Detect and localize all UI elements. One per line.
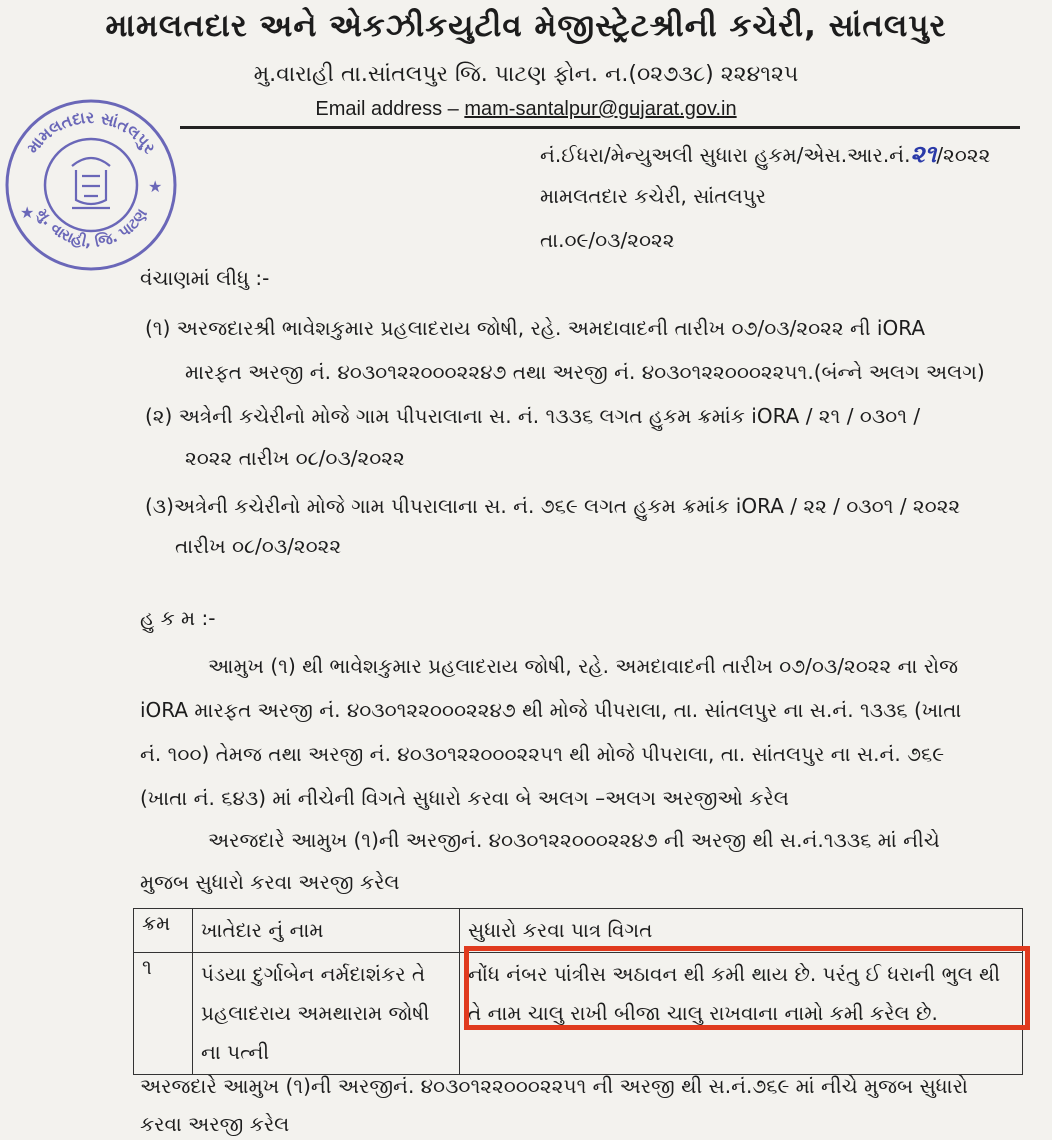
table-cell-no: ૧ (134, 953, 193, 1075)
highlight-box (464, 946, 1030, 1030)
table-cell-name: પંડયા દુર્ગાબેન નર્મદાશંકર તે પ્રહલાદરાય અમથારામ જોષી ના પત્ની (193, 953, 460, 1075)
table-header-detail: સુધારો કરવા પાત્ર વિગત (460, 909, 1023, 953)
order-heading: હુ ક મ :- (140, 606, 216, 630)
table-cell-detail: નોંધ નંબર પાંત્રીસ અઠાવન થી કમી થાય છે. પરંતુ ઈ ધરાની ભુલ થી તે નામ ચાલુ રાખી બીજા ચાલુ રાખવાના નામો કમી કરેલ છે. (460, 953, 1023, 1075)
order-para3-line1: અરજદારે આમુખ (૧)ની અરજીનં. ૪૦૩૦૧૨૨૦૦૦૨૨૫૧ ની અરજી થી સ.નં.૭૬૯ માં નીચે મુજબ સુધારો (140, 1074, 968, 1098)
read-heading: વંચાણમાં લીધુ :- (140, 266, 270, 290)
table-header-name: ખાતેદાર નું નામ (193, 909, 460, 953)
reference-number (540, 140, 990, 168)
svg-text:★: ★ (20, 203, 35, 222)
header-divider (180, 126, 1020, 129)
reference-office: મામલતદાર કચેરી, સાંતલપુર (540, 184, 766, 208)
order-para3-line2: કરવા અરજી કરેલ (140, 1112, 290, 1136)
order-para1-line4: (ખાતા નં. ૬૪૩) માં નીચેની વિગતે સુધારો કરવા બે અલગ –અલગ અરજીઓ કરેલ (140, 786, 789, 810)
order-para1-line2: iORA મારફત અરજી નં. ૪૦૩૦૧૨૨૦૦૦૨૨૪૭ થી મોજે પીપરાલા, તા. સાંતલપુર ના સ.નં. ૧૩૩૬ (ખાતા (140, 698, 962, 722)
stamp-text-bottom: મુ. વારાહી, જિ. પાટણ (33, 205, 151, 251)
order-para2-line1: અરજદારે આમુખ (૧)ની અરજીનં. ૪૦૩૦૧૨૨૦૦૦૨૨૪૭ ની અરજી થી સ.નં.૧૩૩૬ માં નીચે (208, 828, 940, 852)
svg-text:મુ. વારાહી, જિ. પાટણ (33, 205, 151, 251)
reference-prefix: નં.ઈધરા/મેન્યુઅલી સુધારા હુકમ/એસ.આર.નં. (540, 143, 911, 167)
read-item-3-line1: (૩)અત્રેની કચેરીનો મોજે ગામ પીપરાલાના સ. નં. ૭૬૯ લગત હુકમ ક્રમાંક iORA / ૨૨ / ૦૩૦૧ / ૨૦૨૨ (145, 494, 961, 518)
order-para2-line2: મુજબ સુધારો કરવા અરજી કરેલ (140, 870, 400, 894)
email-label: Email address – (315, 98, 459, 120)
reference-date: તા.૦૯/૦૩/૨૦૨૨ (540, 228, 675, 252)
order-para1-line1: આમુખ (૧) થી ભાવેશકુમાર પ્રહલાદરાય જોષી, રહે. અમદાવાદની તારીખ ૦૭/૦૩/૨૦૨૨ ના રોજ (208, 654, 958, 678)
stamp-text-top: મામલતદાર સાંતલપુર (22, 107, 160, 157)
office-title: મામલતદાર અને એકઝીકયુટીવ મેજીસ્ટ્રેટશ્રીની કચેરી, સાંતલપુર (105, 8, 947, 44)
email-link[interactable]: mam-santalpur@gujarat.gov.in (464, 98, 737, 120)
read-item-1-line2: મારફત અરજી નં. ૪૦૩૦૧૨૨૦૦૦૨૨૪૭ તથા અરજી નં. ૪૦૩૦૧૨૨૦૦૦૨૨૫૧.(બંન્ને અલગ અલગ) (185, 360, 985, 384)
read-item-3-line2: તારીખ ૦૮/૦૩/૨૦૨૨ (175, 534, 342, 558)
order-para1-line3: નં. ૧૦૦) તેમજ તથા અરજી નં. ૪૦૩૦૧૨૨૦૦૦૨૨૫૧ થી મોજે પીપરાલા, તા. સાંતલપુર ના સ.નં. ૭૬૯ (140, 742, 945, 766)
svg-text:★: ★ (148, 177, 163, 196)
office-address: મુ.વારાહી તા.સાંતલપુર જિ. પાટણ ફોન. ન.(૦૨૭૩૮) ૨૨૪૧૨૫ (253, 62, 799, 87)
read-item-2-line2: ૨૦૨૨ તારીખ ૦૮/૦૩/૨૦૨૨ (185, 446, 405, 470)
read-item-1-line1: (૧) અરજદારશ્રી ભાવેશકુમાર પ્રહલાદરાય જોષી, રહે. અમદાવાદની તારીખ ૦૭/૦૩/૨૦૨૨ ની iORA (145, 316, 925, 340)
read-item-2-line1: (૨) અત્રેની કચેરીનો મોજે ગામ પીપરાલાના સ. નં. ૧૩૩૬ લગત હુકમ ક્રમાંક iORA / ૨૧ / ૦૩૦૧ / (145, 404, 921, 428)
reference-handwritten-no: ૨૧ (910, 140, 937, 168)
office-stamp-icon (2, 96, 180, 274)
reference-suffix: /૨૦૨૨ (936, 143, 991, 167)
table-header-no: ક્રમ (134, 909, 193, 953)
